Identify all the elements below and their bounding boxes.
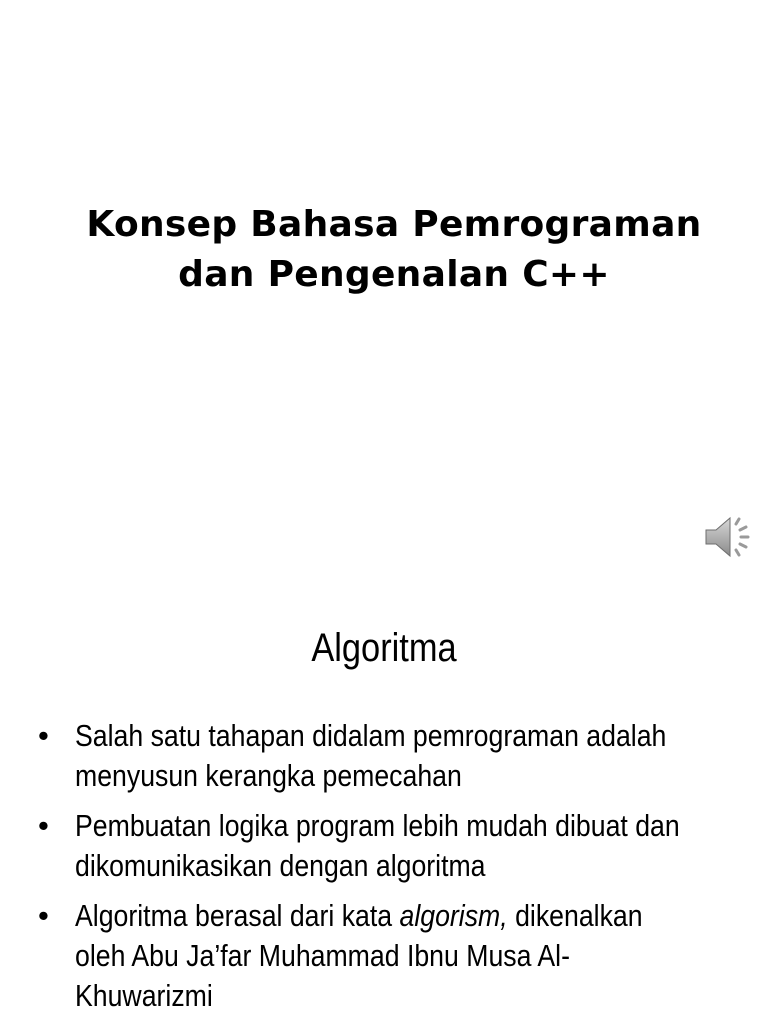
bullet-item bbox=[38, 896, 758, 1016]
slide-algoritma-title: Algoritma bbox=[311, 626, 457, 670]
speaker-icon[interactable] bbox=[702, 510, 756, 564]
bullet-3-line-2: oleh Abu Ja’far Muhammad Ibnu Musa Al- bbox=[75, 938, 570, 973]
bullet-item bbox=[38, 716, 758, 796]
bullet-marker: • bbox=[38, 898, 49, 933]
slide-title-heading bbox=[40, 200, 748, 300]
bullet-list bbox=[38, 716, 758, 1026]
title-line-2: dan Pengenalan C++ bbox=[178, 254, 610, 295]
bullet-1-line-1: Salah satu tahapan didalam pemrograman adalah bbox=[75, 718, 667, 753]
bullet-2-line-1: Pembuatan logika program lebih mudah dibuat dan bbox=[75, 808, 680, 843]
bullet-text bbox=[75, 806, 680, 886]
bullet-text bbox=[75, 896, 662, 1016]
bullet-2-line-2: dikomunikasikan dengan algoritma bbox=[75, 848, 486, 883]
bullet-3-line-3: Khuwarizmi bbox=[75, 978, 213, 1013]
bullet-text bbox=[75, 716, 667, 796]
bullet-3-pre: Algoritma berasal dari kata bbox=[75, 898, 400, 933]
title-line-1: Konsep Bahasa Pemrograman bbox=[86, 204, 702, 245]
bullet-item bbox=[38, 806, 758, 886]
bullet-1-line-2: menyusun kerangka pemecahan bbox=[75, 758, 462, 793]
bullet-3-em: algorism, bbox=[399, 898, 508, 933]
bullet-marker: • bbox=[38, 718, 49, 753]
bullet-marker: • bbox=[38, 808, 49, 843]
bullet-3-line-1 bbox=[75, 896, 662, 936]
bullet-3-post: dikenalkan bbox=[507, 898, 643, 933]
